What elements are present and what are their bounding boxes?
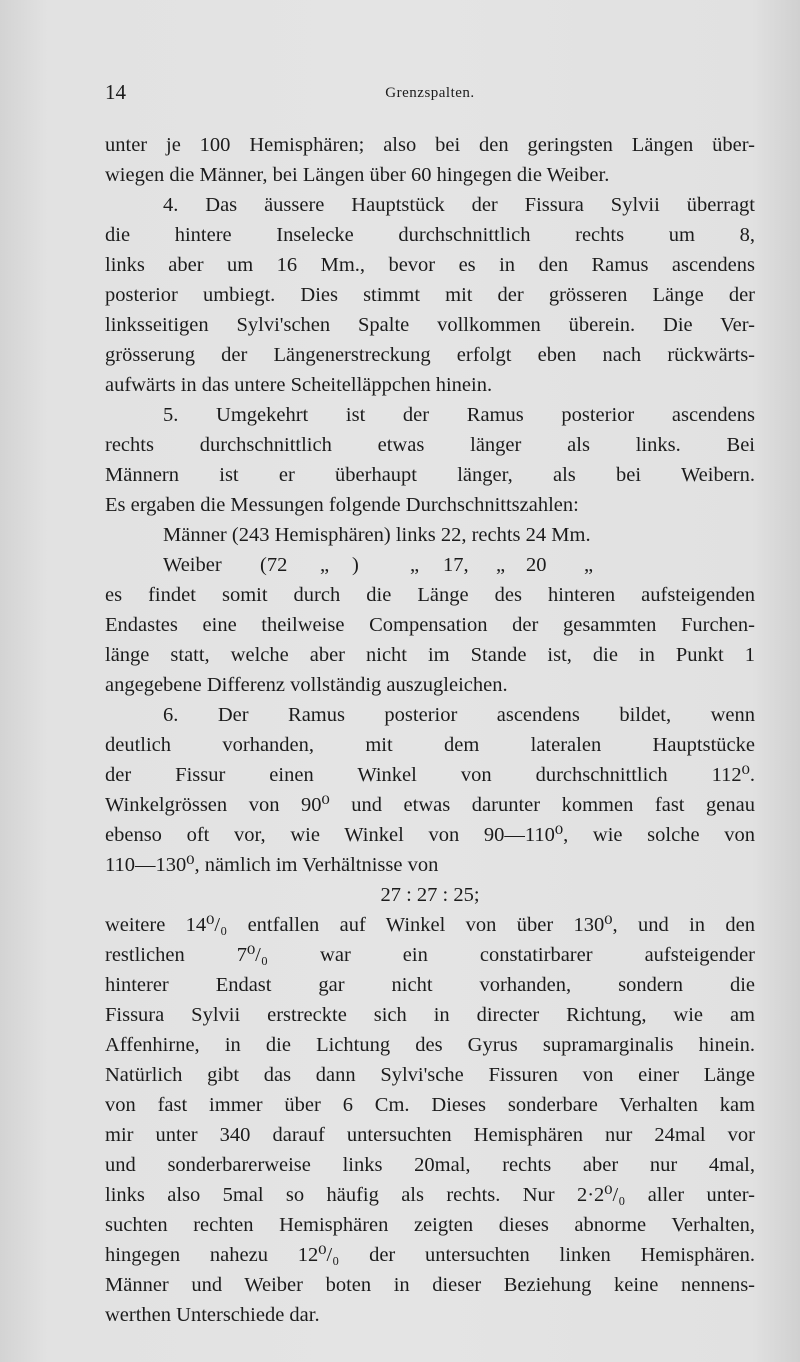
- text-line: werthen Unterschiede dar.: [105, 1304, 320, 1326]
- ditto-mark: „: [410, 554, 420, 576]
- text-line: ebenso oft vor, wie Winkel von 90—110⁰, wie solche von: [105, 824, 755, 846]
- text-line: links also 5mal so häufig als rechts. Nur 2·2⁰/₀ aller unter-: [105, 1184, 755, 1206]
- ditto-mark: „: [584, 554, 594, 576]
- text-line: Männer und Weiber boten in dieser Beziehung keine nennens-: [105, 1274, 755, 1296]
- text-line: und sonderbarerweise links 20mal, rechts aber nur 4mal,: [105, 1154, 755, 1176]
- text-line: aufwärts in das untere Scheitelläppchen hinein.: [105, 374, 493, 396]
- text-line: länge statt, welche aber nicht im Stande ist, die in Punkt 1: [105, 644, 755, 666]
- text-line: Es ergaben die Messungen folgende Durchschnittszahlen:: [105, 494, 579, 516]
- weiber-label: Weiber: [163, 554, 222, 576]
- body-text: [105, 130, 755, 1330]
- text-line: posterior umbiegt. Dies stimmt mit der grösseren Länge der: [105, 284, 755, 306]
- text-line: Affenhirne, in die Lichtung des Gyrus supramarginalis hinein.: [105, 1034, 755, 1056]
- text-line: 4. Das äussere Hauptstück der Fissura Sylvii überragt: [163, 194, 755, 216]
- weiber-paren: ): [352, 554, 359, 576]
- text-line: Endastes eine theilweise Compensation der gesammten Furchen-: [105, 614, 755, 636]
- weiber-count: (72: [260, 554, 288, 576]
- text-line: linksseitigen Sylvi'schen Spalte vollkommen überein. Die Ver-: [105, 314, 755, 336]
- text-line: hinterer Endast gar nicht vorhanden, sondern die: [105, 974, 755, 996]
- text-line: rechts durchschnittlich etwas länger als links. Bei: [105, 434, 755, 456]
- text-line: weitere 14⁰/₀ entfallen auf Winkel von über 130⁰, und in den: [105, 914, 755, 936]
- text-line: hingegen nahezu 12⁰/₀ der untersuchten linken Hemisphären.: [105, 1244, 755, 1266]
- text-line: wiegen die Männer, bei Längen über 60 hingegen die Weiber.: [105, 164, 610, 186]
- ditto-mark: „: [320, 554, 330, 576]
- page-number: 14: [105, 80, 126, 104]
- text-line: restlichen 7⁰/₀ war ein constatirbarer aufsteigender: [105, 944, 755, 966]
- text-line: der Fissur einen Winkel von durchschnittlich 112⁰.: [105, 764, 755, 786]
- text-line: es findet somit durch die Länge des hinteren aufsteigenden: [105, 584, 755, 606]
- text-line: 110—130⁰, nämlich im Verhältnisse von: [105, 854, 439, 876]
- text-line: links aber um 16 Mm., bevor es in den Ramus ascendens: [105, 254, 755, 276]
- weiber-right-value: 20: [526, 554, 547, 576]
- ratio-line: 27 : 27 : 25;: [380, 884, 480, 906]
- page-header: [105, 80, 755, 110]
- running-title: Grenzspalten.: [385, 85, 475, 101]
- text-line: Natürlich gibt das dann Sylvi'sche Fissuren von einer Länge: [105, 1064, 755, 1086]
- weiber-left-value: 17,: [443, 554, 469, 576]
- text-line: Fissura Sylvii erstreckte sich in directer Richtung, wie am: [105, 1004, 755, 1026]
- text-line: Männern ist er überhaupt länger, als bei Weibern.: [105, 464, 755, 486]
- text-line: suchten rechten Hemisphären zeigten dieses abnorme Verhalten,: [105, 1214, 755, 1236]
- weiber-row: [105, 550, 755, 580]
- ditto-mark: „: [496, 554, 506, 576]
- text-line: mir unter 340 darauf untersuchten Hemisphären nur 24mal vor: [105, 1124, 755, 1146]
- text-line: deutlich vorhanden, mit dem lateralen Hauptstücke: [105, 734, 755, 756]
- text-line: die hintere Inselecke durchschnittlich rechts um 8,: [105, 224, 755, 246]
- text-line: Männer (243 Hemisphären) links 22, rechts 24 Mm.: [163, 524, 591, 546]
- text-line: von fast immer über 6 Cm. Dieses sonderbare Verhalten kam: [105, 1094, 755, 1116]
- text-line: 5. Umgekehrt ist der Ramus posterior ascendens: [163, 404, 755, 426]
- text-line: angegebene Differenz vollständig auszugleichen.: [105, 674, 508, 696]
- text-line: unter je 100 Hemisphären; also bei den geringsten Längen über-: [105, 134, 755, 156]
- text-line: 6. Der Ramus posterior ascendens bildet, wenn: [163, 704, 755, 726]
- text-line: Winkelgrössen von 90⁰ und etwas darunter kommen fast genau: [105, 794, 755, 816]
- text-line: grösserung der Längenerstreckung erfolgt eben nach rückwärts-: [105, 344, 755, 366]
